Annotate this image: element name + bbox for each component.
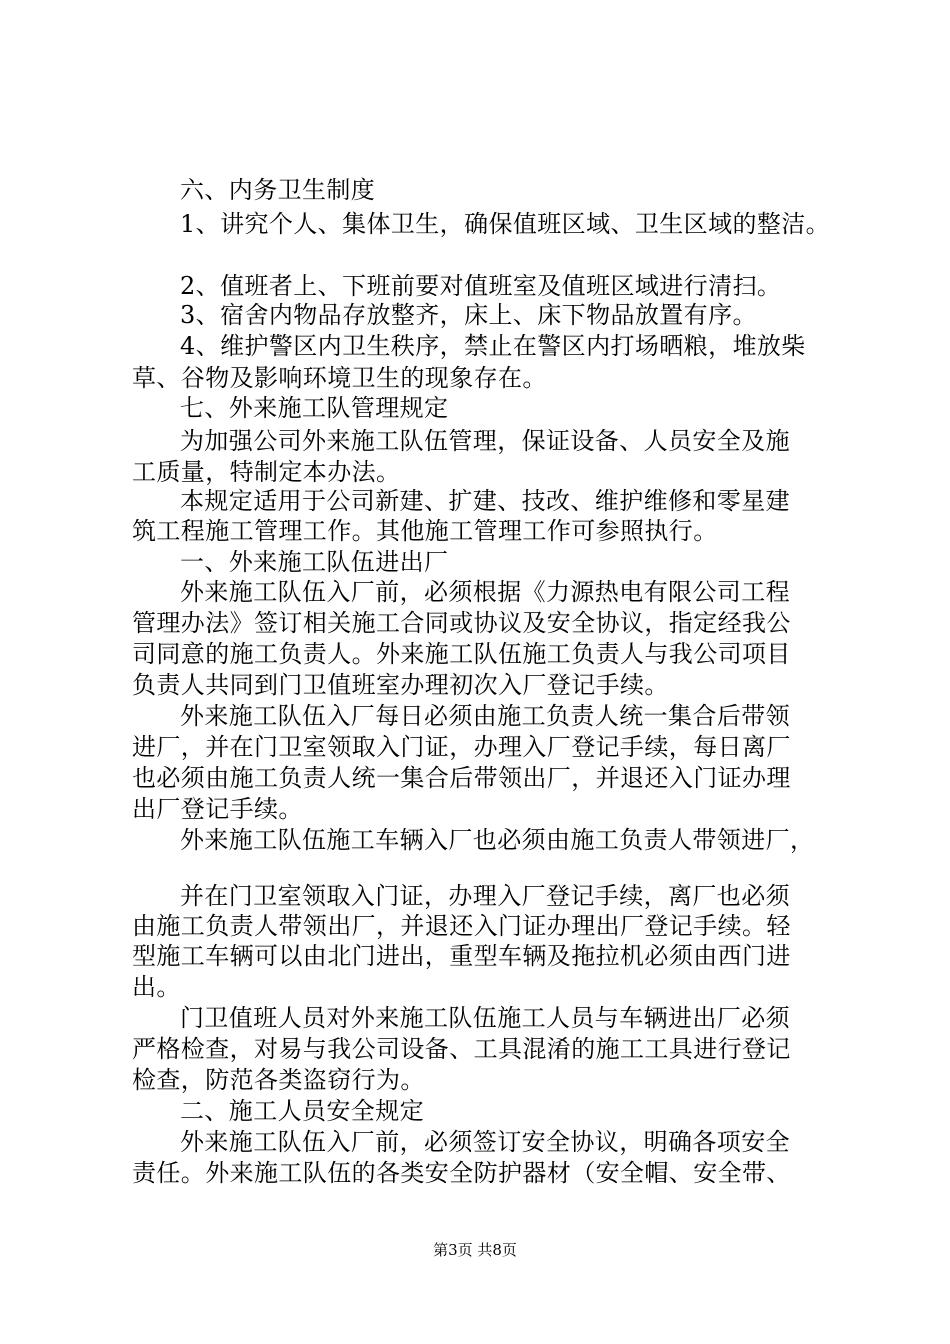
- paragraph-line: 责任。外来施工队伍的各类安全防护器材（安全帽、安全带、: [132, 1159, 791, 1187]
- heading-sanitation: 六、内务卫生制度: [180, 176, 376, 204]
- paragraph-line: 工质量，特制定本办法。: [132, 458, 401, 486]
- paragraph-line: 外来施工队伍入厂前，必须签订安全协议，明确各项安全: [180, 1128, 790, 1156]
- paragraph-line: 门卫值班人员对外来施工队伍施工人员与车辆进出厂必须: [180, 1004, 790, 1032]
- paragraph-line: 草、谷物及影响环境卫生的现象存在。: [132, 364, 547, 392]
- paragraph-line: 进厂，并在门卫室领取入门证，办理入厂登记手续，每日离厂: [132, 733, 791, 761]
- paragraph-line: 为加强公司外来施工队伍管理，保证设备、人员安全及施: [180, 427, 790, 455]
- paragraph-line: 出厂登记手续。: [132, 795, 303, 823]
- paragraph-line: 检查，防范各类盗窃行为。: [132, 1066, 425, 1094]
- paragraph-line: 4、维护警区内卫生秩序，禁止在警区内打场晒粮，堆放柴: [180, 332, 806, 360]
- paragraph-line: 由施工负责人带领出厂，并退还入门证办理出厂登记手续。轻: [132, 912, 791, 940]
- paragraph-line: 3、宿舍内物品存放整齐，床上、床下物品放置有序。: [180, 301, 757, 329]
- heading-contractor-rules: 七、外来施工队管理规定: [180, 394, 449, 422]
- paragraph-line: 外来施工队伍入厂前，必须根据《力源热电有限公司工程: [180, 578, 790, 606]
- paragraph-line: 并在门卫室领取入门证，办理入厂登记手续，离厂也必须: [180, 882, 790, 910]
- paragraph-line: 出。: [132, 973, 181, 1001]
- paragraph-line: 1、讲究个人、集体卫生，确保值班区域、卫生区域的整洁。: [180, 210, 831, 238]
- paragraph-line: 外来施工队伍入厂每日必须由施工负责人统一集合后带领: [180, 702, 790, 730]
- page-number-footer: 第3页 共8页: [433, 1241, 517, 1259]
- paragraph-line: 外来施工队伍施工车辆入厂也必须由施工负责人带领进厂，: [180, 826, 815, 854]
- heading-entry-exit: 一、外来施工队伍进出厂: [180, 548, 449, 576]
- paragraph-line: 司同意的施工负责人。外来施工队伍施工负责人与我公司项目: [132, 640, 791, 668]
- paragraph-line: 筑工程施工管理工作。其他施工管理工作可参照执行。: [132, 517, 718, 545]
- paragraph-line: 管理办法》签订相关施工合同或协议及安全协议，指定经我公: [132, 609, 791, 637]
- paragraph-line: 也必须由施工负责人统一集合后带领出厂，并退还入门证办理: [132, 764, 791, 792]
- paragraph-line: 型施工车辆可以由北门进出，重型车辆及拖拉机必须由西门进: [132, 942, 791, 970]
- paragraph-line: 2、值班者上、下班前要对值班室及值班区域进行清扫。: [180, 272, 782, 300]
- heading-safety-rules: 二、施工人员安全规定: [180, 1097, 424, 1125]
- paragraph-line: 严格检查，对易与我公司设备、工具混淆的施工工具进行登记: [132, 1035, 791, 1063]
- paragraph-line: 本规定适用于公司新建、扩建、技改、维护维修和零星建: [180, 487, 790, 515]
- paragraph-line: 负责人共同到门卫值班室办理初次入厂登记手续。: [132, 671, 669, 699]
